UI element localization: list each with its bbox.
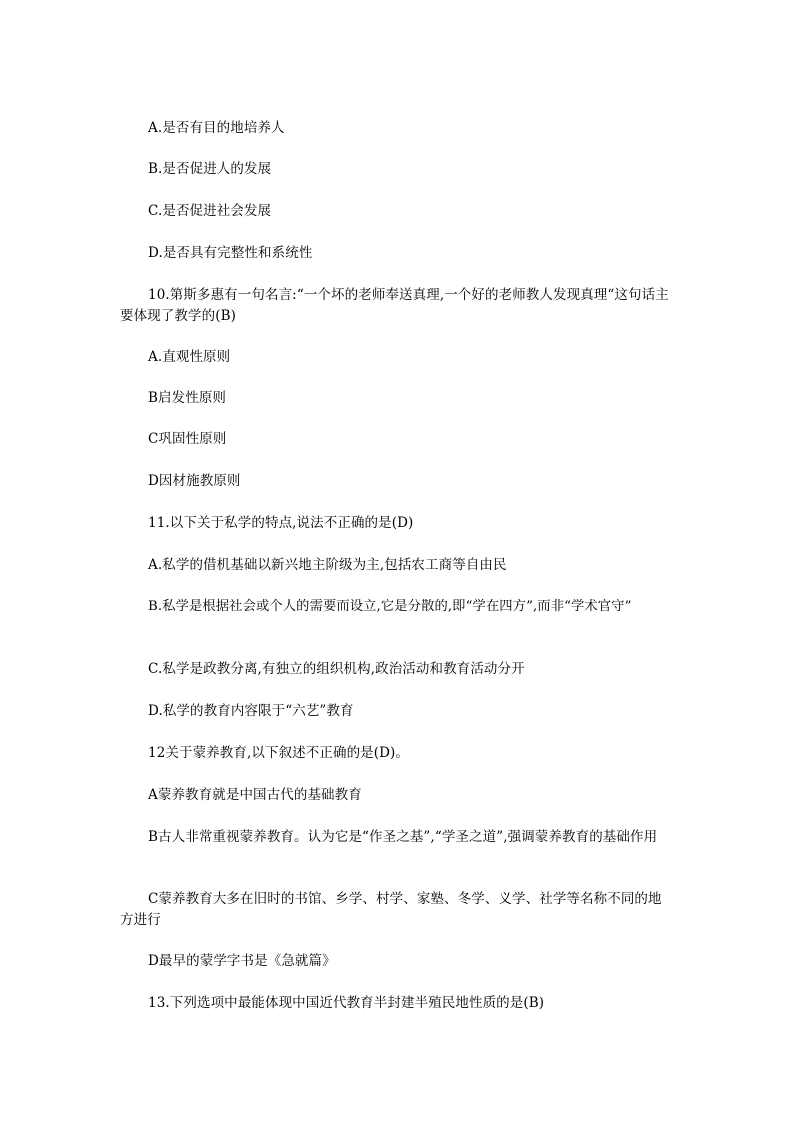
q9-option-c: C.是否促进社会发展 — [148, 203, 272, 219]
q11-option-c: C.私学是政教分离,有独立的组织机构,政治活动和教育活动分开 — [148, 661, 525, 677]
q11-option-b: B.私学是根据社会或个人的需要而设立,它是分散的,即“学在四方”,而非“学术官守” — [148, 599, 632, 614]
q11-option-d: D.私学的教育内容限于“六艺”教育 — [148, 703, 354, 719]
q10-question: 10.第斯多惠有一句名言:“一个坏的老师奉送真理,一个好的老师教人发现真理“这句话主要体现了教学的(B) — [120, 287, 669, 324]
q12-question: 12关于蒙养教育,以下叙述不正确的是(D)。 — [148, 745, 410, 761]
q12-option-b: B古人非常重视蒙养教育。认为它是“作圣之基”,“学圣之道”,强调蒙养教育的基础作用 — [148, 829, 658, 845]
q12-option-d: D最早的蒙学字书是《急就篇》 — [148, 953, 336, 969]
q13-question: 13.下列选项中最能体现中国近代教育半封建半殖民地性质的是(B) — [148, 995, 545, 1011]
q10-option-c: C巩固性原则 — [148, 431, 227, 447]
q9-option-a: A.是否有目的地培养人 — [148, 120, 285, 136]
q9-option-b: B.是否促进人的发展 — [148, 161, 272, 177]
q10-option-b: B启发性原则 — [148, 390, 227, 406]
q10-option-a: A.直观性原则 — [148, 349, 231, 365]
q11-question: 11.以下关于私学的特点,说法不正确的是(D) — [148, 515, 414, 531]
q12-option-c: C蒙养教育大多在旧时的书馆、乡学、村学、家塾、冬学、义学、社学等名称不同的地方进行 — [120, 891, 662, 928]
q10-option-d: D因材施教原则 — [148, 473, 241, 489]
q9-option-d: D.是否具有完整性和系统性 — [148, 245, 313, 261]
q11-option-a: A.私学的借机基础以新兴地主阶级为主,包括农工商等自由民 — [148, 557, 507, 573]
q12-option-a: A蒙养教育就是中国古代的基础教育 — [148, 787, 362, 803]
